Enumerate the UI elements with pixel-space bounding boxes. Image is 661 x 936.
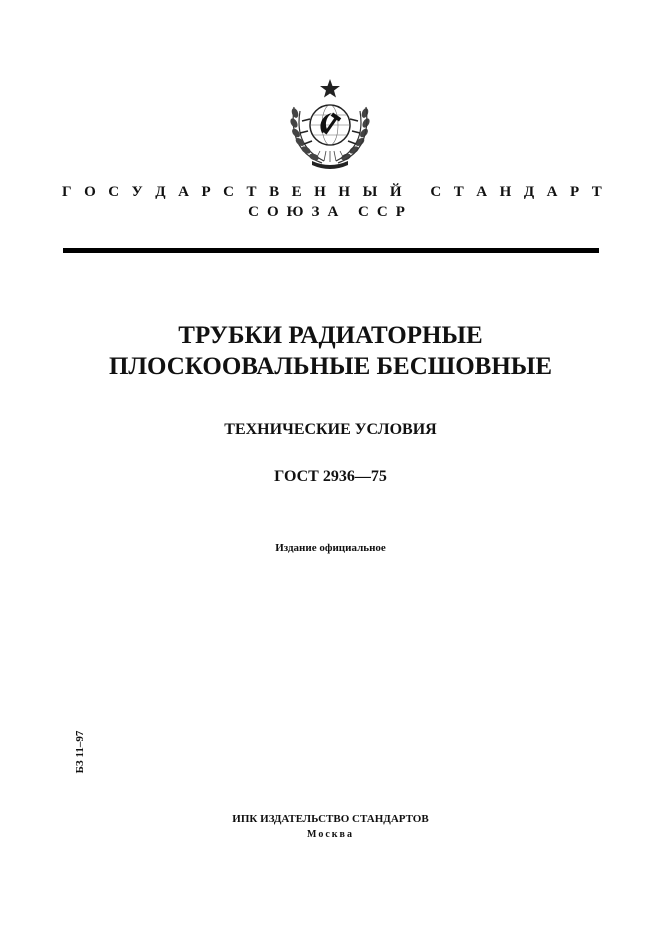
- header-letter: Д: [155, 184, 166, 200]
- header-letter: Й: [389, 184, 402, 200]
- document-title: [0, 320, 661, 382]
- header-letter: О: [84, 184, 96, 200]
- header-letter: А: [546, 184, 558, 200]
- header-letter: Т: [591, 184, 602, 200]
- header-letter: В: [269, 184, 280, 200]
- edition-note: Издание официальное: [275, 542, 386, 554]
- title-line1: ТРУБКИ РАДИАТОРНЫЕ: [178, 322, 483, 349]
- header-letter: Е: [291, 184, 302, 200]
- header-letter: Р: [570, 184, 580, 200]
- side-code: БЗ 11–97: [74, 730, 86, 774]
- header-letter: Н: [314, 184, 326, 200]
- publisher: ИПК ИЗДАТЕЛЬСТВО СТАНДАРТОВ: [232, 813, 429, 825]
- document-subtitle: ТЕХНИЧЕСКИЕ УСЛОВИЯ: [224, 421, 437, 438]
- header-line1: [62, 182, 602, 202]
- header-letter: Д: [523, 184, 535, 200]
- header-letter: С: [223, 184, 234, 200]
- title-line2: ПЛОСКООВАЛЬНЫЕ БЕСШОВНЫЕ: [108, 353, 552, 380]
- header-divider: [63, 248, 599, 253]
- header-letter: [414, 182, 418, 202]
- standard-number: ГОСТ 2936—75: [274, 468, 387, 485]
- header-letter: Н: [338, 184, 351, 200]
- header-letter: С: [430, 184, 442, 200]
- header-letter: У: [131, 184, 143, 200]
- header-letter: Ы: [362, 184, 378, 200]
- header-letter: С: [108, 184, 120, 200]
- header-letter: Н: [499, 184, 512, 200]
- header-line2: СОЮЗА ССР: [248, 204, 413, 220]
- header-letter: Т: [453, 184, 464, 200]
- header-letter: Р: [201, 184, 211, 200]
- header-letter: А: [476, 184, 488, 200]
- publisher-city: Москва: [307, 829, 354, 840]
- header-letter: Г: [62, 184, 72, 200]
- state-emblem-icon: [282, 77, 378, 173]
- header-letter: А: [178, 184, 189, 200]
- header-letter: Т: [246, 184, 257, 200]
